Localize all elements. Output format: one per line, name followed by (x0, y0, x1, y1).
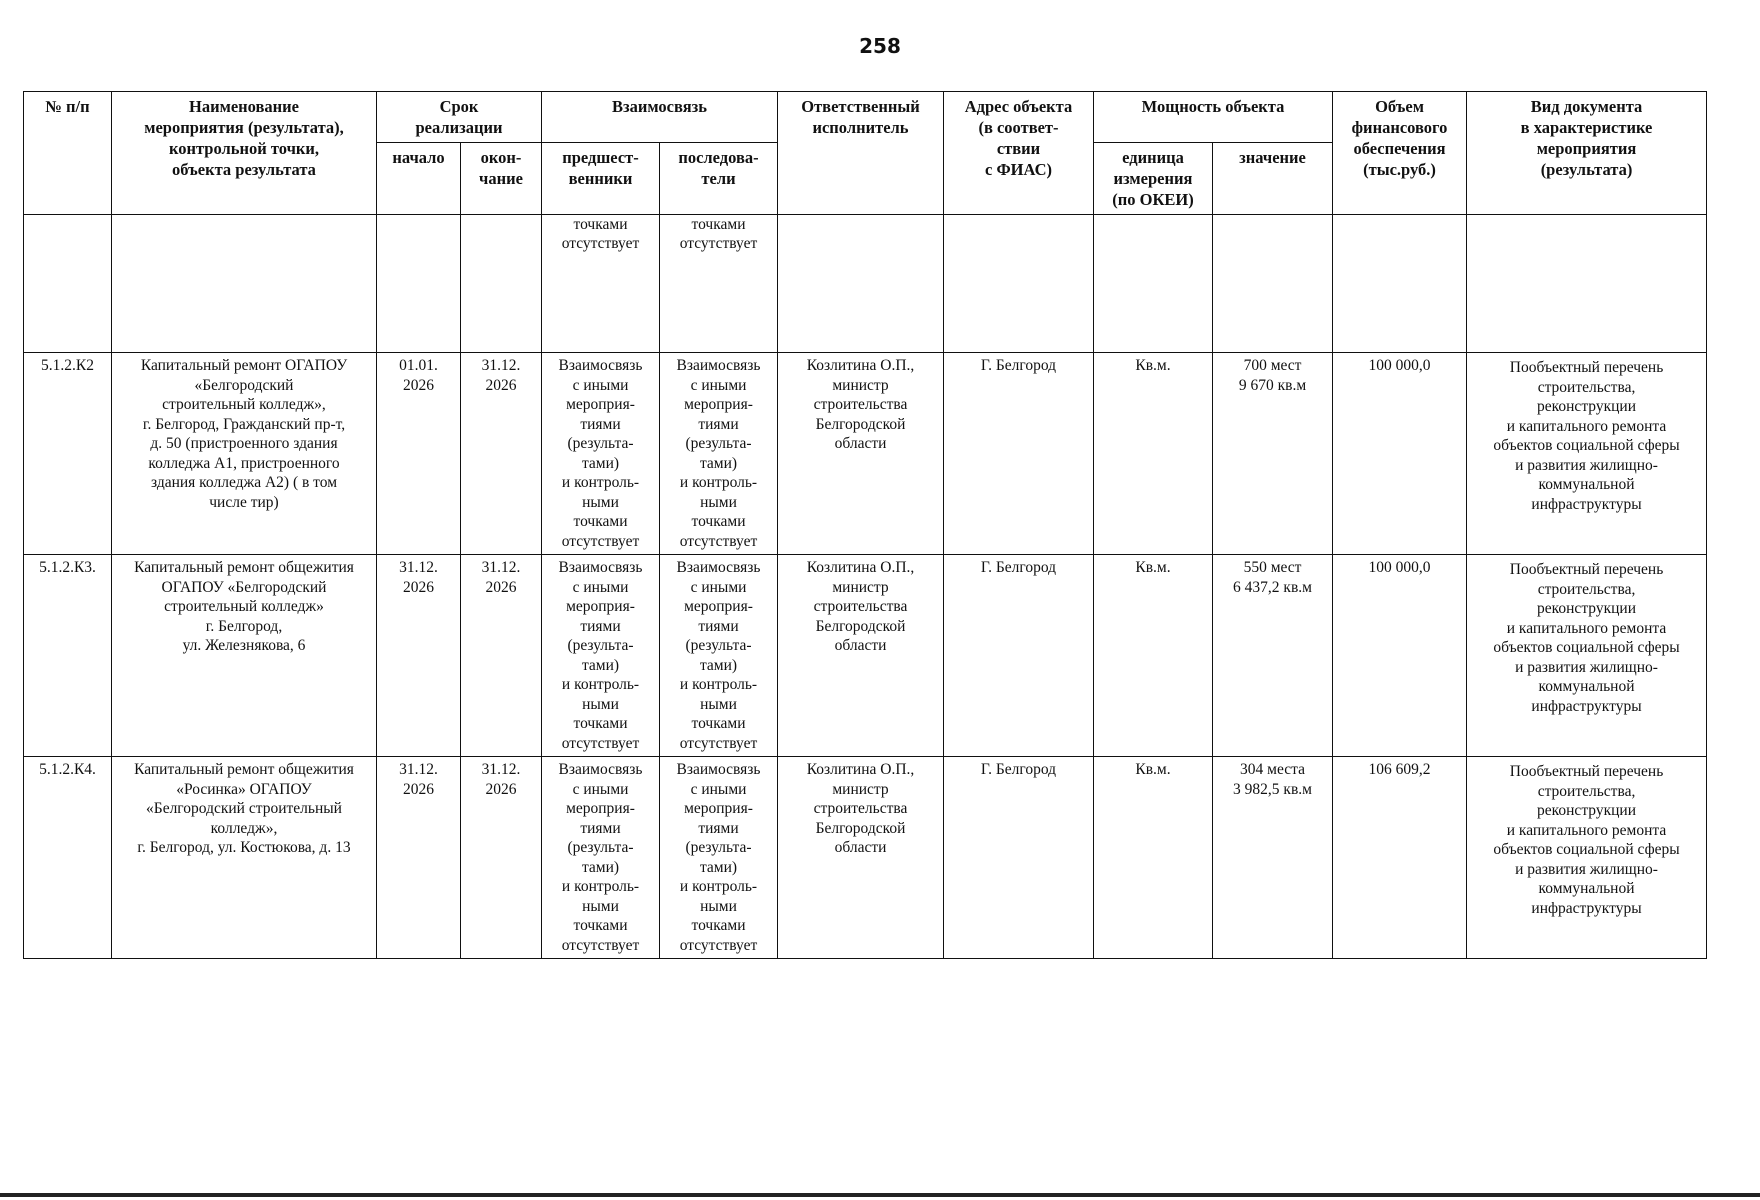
text-line: здания колледжа А2) ( в том (150, 474, 338, 491)
text-line: Капитальный ремонт общежития (134, 559, 354, 576)
cell-end (461, 353, 542, 555)
text-line: мероприятия (1536, 139, 1637, 158)
text-line: окон- (480, 148, 522, 167)
cell-unit: Кв.м. (1094, 555, 1213, 757)
text-line: точками (691, 917, 746, 934)
text-line: отсутствует (679, 734, 758, 752)
header-doc-type (1467, 92, 1707, 215)
text-line: области (834, 435, 887, 452)
text-line: (результа- (685, 435, 752, 452)
text-line: строительный колледж», (162, 396, 326, 413)
text-line: области (834, 839, 887, 856)
text-line: точками (573, 715, 628, 732)
text-line: тами) (581, 454, 620, 472)
text-line: реконструкции (1537, 600, 1636, 617)
text-line: и контроль- (561, 878, 640, 895)
text-line: (результа- (685, 637, 752, 654)
table-header (24, 92, 1707, 215)
text-line: области (834, 637, 887, 654)
cell-doc-type (1467, 215, 1707, 353)
text-line: объектов социальной сферы (1493, 639, 1680, 656)
text-line: отсутствует (679, 936, 758, 954)
text-line: Пообъектный перечень (1509, 561, 1664, 578)
cell-name (112, 555, 377, 757)
text-line: 700 мест (1243, 357, 1302, 374)
text-line: инфраструктуры (1531, 899, 1642, 917)
header-period (377, 92, 542, 143)
text-line: и контроль- (679, 878, 758, 895)
text-line: «Белгородский (194, 376, 294, 394)
text-line: коммунальной (1538, 476, 1635, 493)
cell-succ (660, 215, 778, 353)
cell-address: Г. Белгород (944, 353, 1094, 555)
text-line: Козлитина О.П., (806, 559, 915, 576)
text-line: ными (700, 493, 737, 511)
text-line: 6 437,2 кв.м (1233, 578, 1312, 596)
cell-end (461, 555, 542, 757)
text-line: «Росинка» ОГАПОУ (176, 780, 312, 798)
text-line: и развития жилищно- (1515, 456, 1658, 474)
cell-doc-type (1467, 555, 1707, 757)
scan-bottom-edge (0, 1193, 1760, 1197)
text-line: Взаимосвязь (676, 761, 761, 778)
header-pred (542, 143, 660, 215)
cell-value (1213, 555, 1333, 757)
text-line: 31.12. (481, 761, 521, 778)
text-line: ными (582, 695, 619, 713)
cell-doc-type (1467, 757, 1707, 959)
text-line: 550 мест (1243, 559, 1302, 576)
text-line: коммунальной (1538, 678, 1635, 695)
cell-responsible (778, 215, 944, 353)
text-line: тами) (581, 858, 620, 876)
text-line: в характеристике (1520, 118, 1653, 137)
text-line: отсутствует (561, 936, 640, 954)
text-line: Пообъектный перечень (1509, 763, 1664, 780)
text-line: с иными (690, 780, 747, 798)
text-line: Взаимосвязь (558, 761, 643, 778)
text-line: Козлитина О.П., (806, 357, 915, 374)
table-row (24, 353, 1707, 555)
plan-table (23, 91, 1707, 959)
header-start: начало (377, 143, 461, 215)
text-line: строительства (813, 396, 908, 413)
text-line: реконструкции (1537, 398, 1636, 415)
cell-start (377, 555, 461, 757)
text-line: точками (573, 917, 628, 934)
cell-start (377, 757, 461, 959)
text-line: ными (700, 897, 737, 915)
text-line: венники (568, 169, 633, 188)
text-line: 31.12. (399, 559, 438, 576)
text-line: тами) (581, 656, 620, 674)
cell-num (24, 215, 112, 353)
cell-value (1213, 353, 1333, 555)
text-line: строительства, (1537, 378, 1636, 396)
text-line: с иными (690, 376, 747, 394)
text-line: 2026 (485, 376, 517, 394)
text-line: и контроль- (561, 676, 640, 693)
text-line: мероприя- (566, 598, 635, 615)
header-end (461, 143, 542, 215)
text-line: объектов социальной сферы (1493, 437, 1680, 454)
cell-finance: 100 000,0 (1333, 555, 1467, 757)
text-line: министр (832, 780, 889, 798)
text-line: (результа- (567, 435, 634, 452)
text-line: 3 982,5 кв.м (1233, 780, 1312, 798)
page-number: 258 (859, 34, 901, 58)
text-line: (результа- (567, 839, 634, 856)
text-line: Взаимосвязь (558, 357, 643, 374)
text-line: Взаимосвязь (558, 559, 643, 576)
text-line: строительный колледж» (164, 598, 324, 615)
cell-num: 5.1.2.К3. (24, 555, 112, 757)
text-line: 2026 (403, 780, 434, 798)
text-line: единица (1122, 148, 1184, 167)
header-capacity: Мощность объекта (1094, 92, 1333, 143)
text-line: ными (582, 897, 619, 915)
text-line: измерения (1113, 169, 1193, 188)
text-line: объектов социальной сферы (1493, 841, 1680, 858)
cell-pred (542, 555, 660, 757)
text-line: Козлитина О.П., (806, 761, 915, 778)
text-line: с иными (572, 376, 629, 394)
header-value: значение (1213, 143, 1333, 215)
text-line: Белгородской (815, 617, 906, 635)
text-line: финансового (1351, 118, 1448, 137)
cell-responsible (778, 353, 944, 555)
text-line: тиями (698, 415, 739, 433)
text-line: последова- (678, 148, 759, 167)
text-line: и развития жилищно- (1515, 860, 1658, 878)
text-line: строительства, (1537, 782, 1636, 800)
cell-responsible (778, 555, 944, 757)
cell-address: Г. Белгород (944, 555, 1094, 757)
text-line: 01.01. (399, 357, 438, 374)
text-line: точками (691, 216, 746, 233)
header-responsible (778, 92, 944, 215)
cell-name (112, 353, 377, 555)
text-line: Наименование (189, 97, 299, 116)
cell-unit: Кв.м. (1094, 757, 1213, 959)
text-line: с иными (690, 578, 747, 596)
text-line: исполнитель (812, 118, 909, 137)
cell-value (1213, 215, 1333, 353)
cell-end (461, 215, 542, 353)
cell-unit: Кв.м. (1094, 353, 1213, 555)
text-line: г. Белгород, (205, 617, 283, 635)
text-line: Объем (1375, 97, 1424, 116)
text-line: строительства, (1537, 580, 1636, 598)
text-line: (результа- (567, 637, 634, 654)
text-line: точками (691, 513, 746, 530)
text-line: и контроль- (679, 676, 758, 693)
text-line: отсутствует (561, 532, 640, 550)
text-line: отсутствует (561, 235, 640, 252)
text-line: 9 670 кв.м (1238, 376, 1307, 394)
text-line: 31.12. (481, 559, 521, 576)
cell-succ (660, 353, 778, 555)
text-line: отсутствует (561, 734, 640, 752)
text-line: с иными (572, 780, 629, 798)
text-line: Пообъектный перечень (1509, 359, 1664, 376)
text-line: тиями (580, 819, 621, 837)
text-line: отсутствует (679, 235, 758, 252)
text-line: с ФИАС) (985, 160, 1052, 179)
text-line: и капитального ремонта (1506, 619, 1667, 637)
text-line: точками (691, 715, 746, 732)
cell-end (461, 757, 542, 959)
text-line: ными (582, 493, 619, 511)
text-line: Белгородской (815, 819, 906, 837)
text-line: Ответственный (801, 97, 920, 116)
text-line: (результа- (685, 839, 752, 856)
text-line: ствии (996, 139, 1041, 158)
text-line: тиями (698, 617, 739, 635)
text-line: 2026 (403, 578, 434, 596)
text-line: и контроль- (561, 474, 640, 491)
text-line: Адрес объекта (964, 97, 1073, 116)
header-succ (660, 143, 778, 215)
cell-succ (660, 555, 778, 757)
text-line: и контроль- (679, 474, 758, 491)
cell-responsible (778, 757, 944, 959)
text-line: предшест- (562, 148, 639, 167)
text-line: и капитального ремонта (1506, 821, 1667, 839)
cell-value (1213, 757, 1333, 959)
header-address (944, 92, 1094, 215)
text-line: числе тир) (209, 493, 279, 511)
text-line: 2026 (485, 578, 517, 596)
header-num: № п/п (24, 92, 112, 215)
cell-pred (542, 353, 660, 555)
header-name (112, 92, 377, 215)
text-line: инфраструктуры (1531, 495, 1642, 513)
text-line: с иными (572, 578, 629, 596)
text-line: тели (701, 169, 736, 188)
cell-doc-type (1467, 353, 1707, 555)
text-line: 304 места (1240, 761, 1305, 778)
cell-pred (542, 757, 660, 959)
text-line: ул. Железнякова, 6 (182, 637, 306, 654)
table-row (24, 555, 1707, 757)
text-line: мероприя- (566, 800, 635, 817)
text-line: 31.12. (399, 761, 438, 778)
text-line: тами) (699, 454, 738, 472)
text-line: (в соответ- (978, 118, 1059, 137)
text-line: мероприятия (результата), (144, 118, 344, 137)
header-relation: Взаимосвязь (542, 92, 778, 143)
text-line: 2026 (485, 780, 517, 798)
text-line: 2026 (403, 376, 434, 394)
text-line: Взаимосвязь (676, 357, 761, 374)
text-line: министр (832, 578, 889, 596)
text-line: г. Белгород, Гражданский пр-т, (142, 415, 346, 433)
cell-num: 5.1.2.К4. (24, 757, 112, 959)
text-line: точками (573, 513, 628, 530)
text-line: ными (700, 695, 737, 713)
cell-start (377, 215, 461, 353)
cell-name (112, 757, 377, 959)
text-line: (по ОКЕИ) (1112, 190, 1194, 209)
text-line: тиями (580, 415, 621, 433)
text-line: тами) (699, 656, 738, 674)
text-line: тиями (698, 819, 739, 837)
text-line: колледж», (210, 819, 278, 837)
cell-pred (542, 215, 660, 353)
text-line: инфраструктуры (1531, 697, 1642, 715)
text-line: чание (479, 169, 523, 188)
text-line: Капитальный ремонт общежития (134, 761, 354, 778)
text-line: строительства (813, 598, 908, 615)
text-line: (тыс.руб.) (1363, 160, 1436, 179)
text-line: реконструкции (1537, 802, 1636, 819)
text-line: мероприя- (684, 598, 753, 615)
text-line: Вид документа (1530, 97, 1643, 116)
text-line: и капитального ремонта (1506, 417, 1667, 435)
text-line: г. Белгород, ул. Костюкова, д. 13 (137, 839, 351, 856)
cell-address: Г. Белгород (944, 757, 1094, 959)
text-line: обеспечения (1353, 139, 1446, 158)
cell-finance: 100 000,0 (1333, 353, 1467, 555)
cell-unit (1094, 215, 1213, 353)
text-line: Белгородской (815, 415, 906, 433)
cell-address (944, 215, 1094, 353)
table-row-continuation (24, 215, 1707, 353)
text-line: тами) (699, 858, 738, 876)
text-line: д. 50 (пристроенного здания (150, 435, 338, 452)
cell-succ (660, 757, 778, 959)
cell-num: 5.1.2.К2 (24, 353, 112, 555)
text-line: контрольной точки, (168, 139, 320, 158)
text-line: реализации (415, 118, 503, 137)
text-line: 31.12. (481, 357, 521, 374)
text-line: мероприя- (684, 396, 753, 413)
text-line: строительства (813, 800, 908, 817)
text-line: отсутствует (679, 532, 758, 550)
text-line: объекта результата (172, 160, 316, 179)
header-unit (1094, 143, 1213, 215)
cell-finance: 106 609,2 (1333, 757, 1467, 959)
text-line: мероприя- (684, 800, 753, 817)
text-line: министр (832, 376, 889, 394)
text-line: и развития жилищно- (1515, 658, 1658, 676)
cell-name (112, 215, 377, 353)
cell-start (377, 353, 461, 555)
cell-finance (1333, 215, 1467, 353)
text-line: колледжа А1, пристроенного (148, 454, 340, 472)
text-line: тиями (580, 617, 621, 635)
text-line: «Белгородский строительный (146, 800, 342, 817)
table-row (24, 757, 1707, 959)
text-line: точками (573, 216, 628, 233)
text-line: мероприя- (566, 396, 635, 413)
header-finance (1333, 92, 1467, 215)
text-line: коммунальной (1538, 880, 1635, 897)
text-line: Взаимосвязь (676, 559, 761, 576)
text-line: ОГАПОУ «Белгородский (161, 578, 327, 596)
text-line: (результата) (1540, 160, 1633, 179)
text-line: Капитальный ремонт ОГАПОУ (140, 357, 348, 374)
text-line: Срок (439, 97, 479, 116)
